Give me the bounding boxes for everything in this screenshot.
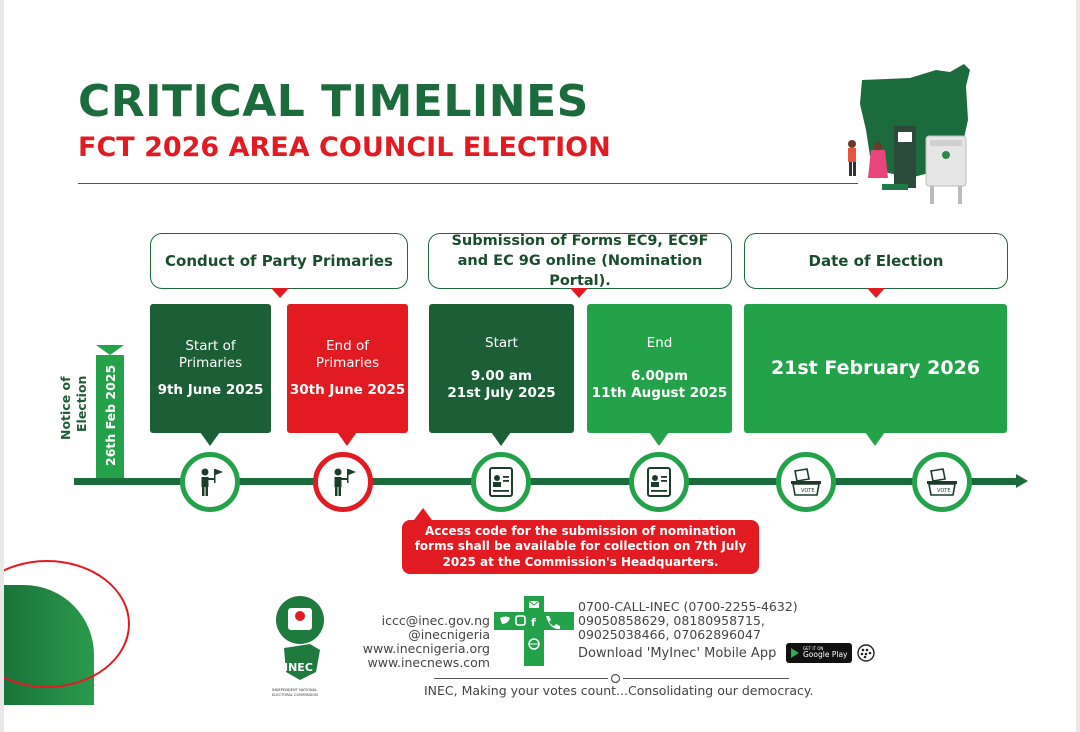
corner-red-ring <box>4 560 130 688</box>
inec-logo-caption-1: INDEPENDENT NATIONAL <box>272 688 318 692</box>
motto: INEC, Making your votes count...Consolidating our democracy. <box>424 683 814 698</box>
card-end-primaries-tail <box>337 432 357 446</box>
contact-website-2[interactable]: www.inecnews.com <box>367 655 490 670</box>
notice-date: 26th Feb 2025 <box>103 364 118 466</box>
header-submission-label: Submission of Forms EC9, EC9F and EC 9G online (Nomination Portal). <box>451 232 709 290</box>
social-icons-cross <box>494 596 574 666</box>
google-play-badge[interactable] <box>786 643 852 663</box>
card-start-primaries-line2: Primaries <box>178 355 243 372</box>
page-subtitle: FCT 2026 AREA COUNCIL ELECTION <box>78 132 611 163</box>
inec-logo <box>270 596 334 700</box>
access-note-pointer <box>414 508 432 520</box>
notice-flag-notch <box>96 345 124 355</box>
card-submission-start-time: 9.00 am <box>470 368 533 385</box>
title-divider <box>78 183 858 184</box>
facebook-icon[interactable]: f <box>531 616 536 629</box>
contact-email[interactable]: iccc@inec.gov.ng <box>381 613 490 628</box>
page-title: CRITICAL TIMELINES <box>78 76 589 127</box>
card-submission-end-tail <box>649 432 669 446</box>
node-election-1 <box>776 452 836 512</box>
card-start-primaries <box>150 304 271 433</box>
header-submission <box>428 233 732 289</box>
node-start-primaries <box>180 452 240 512</box>
access-code-note-text: Access code for the submission of nomination forms shall be available for collection on 7th July 2025 at the Commission's Headquarters. <box>414 523 747 569</box>
ballot-box-icon <box>789 467 823 497</box>
card-election-date-value: 21st February 2026 <box>770 356 981 379</box>
vote-label: VOTE <box>937 488 951 494</box>
voting-illustration <box>840 60 976 210</box>
header-party-primaries-label: Conduct of Party Primaries <box>165 251 393 270</box>
card-submission-end-time: 6.00pm <box>630 368 689 385</box>
card-end-primaries-line2: Primaries <box>315 355 380 372</box>
contact-website-1[interactable]: www.inecnigeria.org <box>362 641 490 656</box>
card-submission-end-date: 11th August 2025 <box>591 384 728 401</box>
form-document-icon <box>645 466 673 498</box>
notice-label-line1: Notice of <box>58 376 73 440</box>
card-end-primaries-line1: End of <box>326 338 369 355</box>
card-start-primaries-date: 9th June 2025 <box>157 381 264 398</box>
card-submission-end-label: End <box>646 335 673 352</box>
header-election-date-label: Date of Election <box>808 251 944 270</box>
ballot-box-icon <box>925 467 959 497</box>
infographic-page <box>4 0 1076 732</box>
header-election-pointer <box>867 288 885 298</box>
card-start-primaries-tail <box>200 432 220 446</box>
card-submission-start-date: 21st July 2025 <box>447 384 556 401</box>
header-election-date <box>744 233 1008 289</box>
flag-person-icon <box>195 466 225 498</box>
motto-divider-right <box>623 678 789 679</box>
blackberry-icon[interactable] <box>857 644 875 662</box>
inec-logo-text: INEC <box>284 661 313 674</box>
card-end-primaries <box>287 304 408 433</box>
header-submission-pointer <box>570 288 588 298</box>
card-submission-end <box>587 304 732 433</box>
flag-person-icon <box>328 466 358 498</box>
card-start-primaries-line1: Start of <box>185 338 236 355</box>
contact-handle[interactable]: @inecnigeria <box>408 627 490 642</box>
notice-label-line2: Election <box>74 375 89 432</box>
online-contacts <box>354 614 490 670</box>
node-end-primaries <box>313 452 373 512</box>
timeline-arrowhead <box>1016 474 1028 488</box>
inec-logo-caption-2: ELECTORAL COMMISSION <box>272 693 318 697</box>
google-play-badge-top: GET IT ON <box>803 646 824 652</box>
phone-contacts <box>578 600 798 642</box>
node-submission-end <box>629 452 689 512</box>
form-document-icon <box>487 466 515 498</box>
phone-main[interactable]: 0700-CALL-INEC (0700-2255-4632) <box>578 599 798 614</box>
google-play-badge-main: Google Play <box>803 650 848 660</box>
card-submission-start-tail <box>491 432 511 446</box>
phone-line-3[interactable]: 09025038466, 07062896047 <box>578 627 761 642</box>
motto-divider-left <box>434 678 608 679</box>
access-code-note <box>402 520 759 574</box>
header-party-primaries <box>150 233 408 289</box>
card-election-date <box>744 304 1007 433</box>
app-download-text: Download 'MyInec' Mobile App <box>578 646 777 661</box>
node-submission-start <box>471 452 531 512</box>
card-submission-start-label: Start <box>485 335 518 352</box>
card-submission-start <box>429 304 574 433</box>
google-play-icon <box>790 647 800 659</box>
node-election-2 <box>912 452 972 512</box>
card-election-tail <box>865 432 885 446</box>
header-primaries-pointer <box>271 288 289 298</box>
phone-line-2[interactable]: 09050858629, 08180958715, <box>578 613 765 628</box>
vote-label: VOTE <box>801 488 815 494</box>
card-end-primaries-date: 30th June 2025 <box>289 381 406 398</box>
